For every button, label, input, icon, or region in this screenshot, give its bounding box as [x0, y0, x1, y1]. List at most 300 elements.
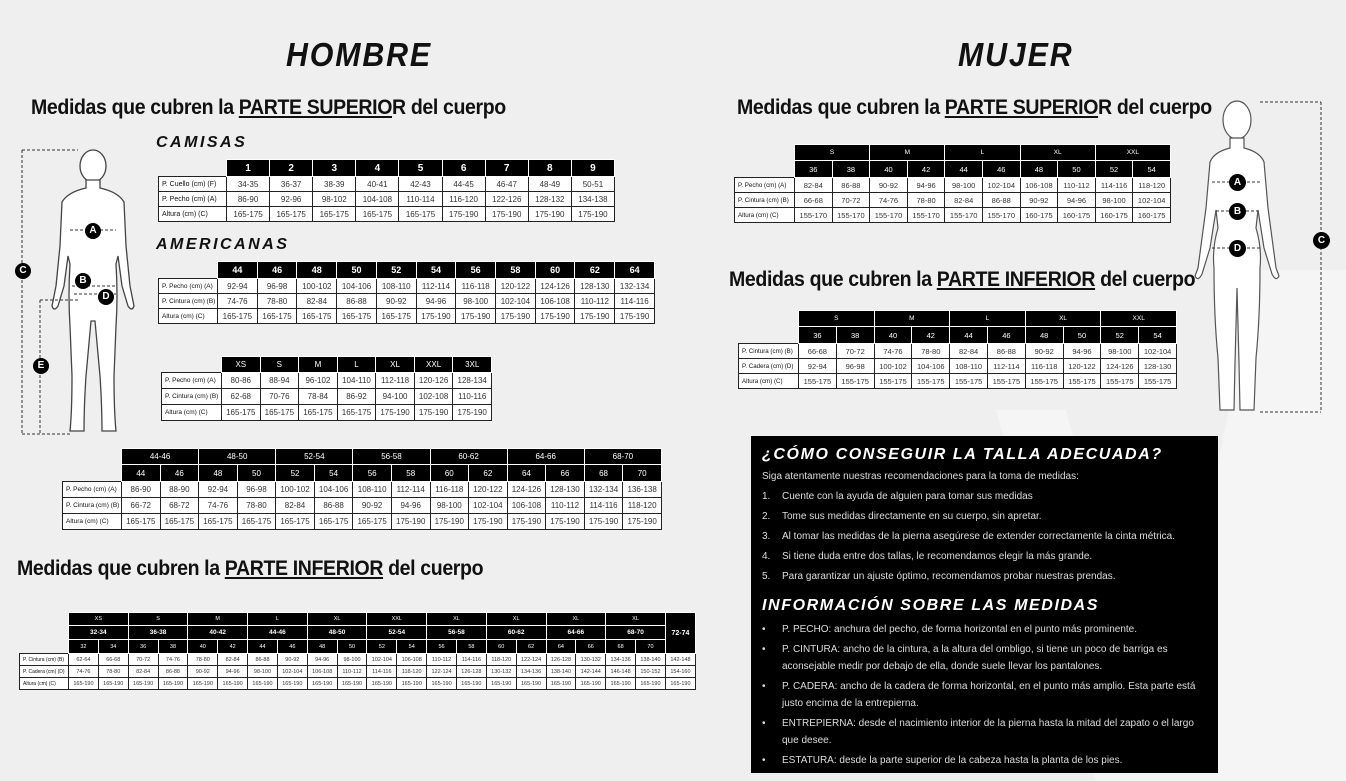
- guide-step: [762, 551, 1207, 562]
- cell: 165-190: [128, 678, 158, 690]
- group-header: 64-66: [546, 626, 606, 640]
- letras-table: [161, 356, 492, 421]
- cell: 155-175: [1139, 374, 1177, 389]
- group-header: XXL: [1101, 311, 1177, 327]
- col-header: 44: [248, 640, 278, 654]
- cell: 78-80: [907, 193, 945, 208]
- row-label: P. Cintura (cm) (B): [20, 654, 69, 666]
- cell: 96-98: [836, 359, 874, 374]
- size-letter-header: S: [128, 613, 188, 626]
- cell: 114-116: [456, 654, 486, 666]
- cell: 165-190: [397, 678, 427, 690]
- cell: 90-92: [277, 654, 307, 666]
- step-text: Si tiene duda entre dos tallas, le recomendamos elegir la más grande.: [782, 551, 1093, 562]
- cell: 102-104: [1133, 193, 1171, 208]
- bullet-icon: •: [762, 755, 766, 766]
- mujer-superior-heading: [737, 96, 1212, 120]
- cell: 165-175: [270, 207, 313, 222]
- cell: 165-175: [337, 405, 376, 421]
- group-header: XL: [1020, 145, 1095, 161]
- size-letter-header: XS: [69, 613, 129, 626]
- heading-text: del cuerpo: [383, 557, 484, 580]
- cell: 134-136: [606, 654, 636, 666]
- cell: 165-190: [158, 678, 188, 690]
- size-letter-header: XL: [307, 613, 367, 626]
- col-header: 38: [836, 327, 874, 344]
- col-header: 56: [427, 640, 457, 654]
- heading-underlined-text: PARTE INFERIOR: [936, 268, 1096, 291]
- cell: 175-190: [469, 514, 508, 530]
- cell: 36-37: [270, 177, 313, 192]
- size-letter-header: XXL: [367, 613, 427, 626]
- table-row: [735, 208, 1171, 223]
- col-header: XXL: [414, 357, 453, 373]
- cell: 155-175: [1063, 374, 1101, 389]
- cell: 165-175: [222, 405, 261, 421]
- cell: 155-175: [836, 374, 874, 389]
- cell: 98-100: [248, 666, 278, 678]
- cell: 38-39: [313, 177, 356, 192]
- info-text: ENTREPIERNA: desde el nacimiento interior de la pierna hasta la mitad del zapato o el largo que desee.: [782, 718, 1194, 746]
- cell: 82-84: [945, 193, 983, 208]
- cell: 110-112: [546, 498, 585, 514]
- cell: 175-190: [376, 405, 415, 421]
- cell: 70-76: [260, 389, 299, 405]
- cell: 90-92: [353, 498, 392, 514]
- cell: 100-102: [297, 279, 337, 294]
- americanas-table: [158, 261, 655, 324]
- col-header: 48: [1025, 327, 1063, 344]
- cell: 102-104: [469, 498, 508, 514]
- info-text: P. CINTURA: ancho de la cintura, a la altura del ombligo, si tiene un poco de barriga es aconsejable medir por debajo de ella, donde suele llevar los pantalones.: [782, 644, 1168, 672]
- cell: 160-175: [1058, 208, 1096, 223]
- col-header: 8: [528, 160, 571, 177]
- col-header: 64: [507, 465, 546, 482]
- table-row: [20, 654, 696, 666]
- cell: 155-175: [874, 374, 912, 389]
- cell: 90-92: [1020, 193, 1058, 208]
- col-header: 66: [576, 640, 606, 654]
- cell: 120-122: [469, 482, 508, 498]
- cell: 74-76: [874, 344, 912, 359]
- col-header: 44: [945, 161, 983, 178]
- col-header: XS: [222, 357, 261, 373]
- col-header: 64: [546, 640, 576, 654]
- marker-d-icon: D: [1229, 240, 1246, 257]
- cell: 78-80: [237, 498, 276, 514]
- table-row: [63, 514, 662, 530]
- row-label: P. Cadera (cm) (D): [20, 666, 69, 678]
- marker-b-icon: B: [1229, 203, 1246, 220]
- cell: 165-190: [98, 678, 128, 690]
- col-header: 44: [122, 465, 161, 482]
- col-header: 48: [307, 640, 337, 654]
- cell: 94-96: [218, 666, 248, 678]
- group-header: 72-74: [665, 613, 695, 654]
- table-row: [735, 178, 1171, 193]
- cell: 160-175: [1133, 208, 1171, 223]
- group-header: 44-46: [248, 626, 308, 640]
- cell: 102-104: [367, 654, 397, 666]
- cell: 175-190: [430, 514, 469, 530]
- table-row: [162, 389, 492, 405]
- cell: 86-90: [227, 192, 270, 207]
- cell: 165-190: [188, 678, 218, 690]
- col-header: 38: [832, 161, 870, 178]
- marker-d-icon: D: [98, 289, 114, 305]
- table-row: [20, 666, 696, 678]
- cell: 80-86: [222, 373, 261, 389]
- cell: 175-190: [575, 309, 615, 324]
- cell: 155-170: [832, 208, 870, 223]
- size-letter-header: L: [248, 613, 308, 626]
- row-label: Altura (cm) (C): [63, 514, 122, 530]
- cell: 138-140: [636, 654, 666, 666]
- info-title: INFORMACIÓN SOBRE LAS MEDIDAS: [762, 597, 1100, 614]
- cell: 120-122: [1063, 359, 1101, 374]
- cell: 132-134: [615, 279, 655, 294]
- cell: 175-190: [507, 514, 546, 530]
- table-row: [739, 344, 1177, 359]
- cell: 42-43: [399, 177, 442, 192]
- col-header: 38: [158, 640, 188, 654]
- cell: 94-100: [376, 389, 415, 405]
- guide-intro: Siga atentamente nuestras recomendaciones para la toma de medidas:: [762, 471, 1079, 482]
- cell: 96-98: [257, 279, 297, 294]
- cell: 108-110: [376, 279, 416, 294]
- row-label: Altura (cm) (C): [162, 405, 222, 421]
- cell: 104-110: [337, 373, 376, 389]
- cell: 116-118: [430, 482, 469, 498]
- col-header: 3: [313, 160, 356, 177]
- cell: 74-76: [158, 654, 188, 666]
- group-header: 64-66: [507, 449, 584, 465]
- cell: 102-104: [982, 178, 1020, 193]
- cell: 165-175: [237, 514, 276, 530]
- cell: 155-170: [982, 208, 1020, 223]
- cell: 86-88: [987, 344, 1025, 359]
- cell: 154-160: [665, 666, 695, 678]
- table-row: [739, 374, 1177, 389]
- cell: 175-190: [623, 514, 662, 530]
- row-label: Altura (cm) (C): [735, 208, 795, 223]
- cell: 116-118: [456, 279, 496, 294]
- step-text: Tome sus medidas directamente en su cuerpo, sin apretar.: [782, 511, 1042, 522]
- size-letter-header: XL: [546, 613, 606, 626]
- cell: 120-122: [496, 279, 536, 294]
- col-header: 50: [337, 262, 377, 279]
- group-header: 60-62: [486, 626, 546, 640]
- cell: 128-130: [575, 279, 615, 294]
- cell: 146-148: [606, 666, 636, 678]
- americanas-label: AMERICANAS: [156, 236, 290, 253]
- marker-b-icon: B: [75, 273, 91, 289]
- cell: 165-190: [665, 678, 695, 690]
- size-letter-header: XL: [606, 613, 666, 626]
- col-header: 60: [486, 640, 516, 654]
- cell: 110-114: [399, 192, 442, 207]
- col-header: 48: [199, 465, 238, 482]
- cell: 175-190: [584, 514, 623, 530]
- cell: 118-120: [1133, 178, 1171, 193]
- grande-table: [62, 448, 662, 530]
- col-header: XL: [376, 357, 415, 373]
- cell: 165-190: [486, 678, 516, 690]
- cell: 86-88: [248, 654, 278, 666]
- col-header: 44: [950, 327, 988, 344]
- cell: 165-190: [636, 678, 666, 690]
- group-header: 56-58: [427, 626, 487, 640]
- row-label: Altura (cm) (C): [739, 374, 799, 389]
- cell: 165-175: [260, 405, 299, 421]
- cell: 86-90: [122, 482, 161, 498]
- col-header: 50: [1058, 161, 1096, 178]
- cell: 92-94: [799, 359, 837, 374]
- cell: 106-108: [507, 498, 546, 514]
- col-header: 50: [1063, 327, 1101, 344]
- group-header: XXL: [1095, 145, 1170, 161]
- step-number: 4.: [762, 551, 771, 562]
- cell: 165-175: [356, 207, 399, 222]
- table-row: [159, 192, 615, 207]
- table-row: [20, 678, 696, 690]
- step-text: Para garantizar un ajuste óptimo, recomendamos probar nuestras prendas.: [782, 571, 1116, 582]
- heading-text: Medidas que cubren la: [31, 96, 239, 119]
- cell: 110-112: [575, 294, 615, 309]
- guide-title: ¿CÓMO CONSEGUIR LA TALLA ADECUADA?: [762, 446, 1163, 463]
- cell: 112-114: [416, 279, 456, 294]
- col-header: 56: [456, 262, 496, 279]
- cell: 124-126: [535, 279, 575, 294]
- col-header: 48: [297, 262, 337, 279]
- col-header: 4: [356, 160, 399, 177]
- cell: 165-190: [456, 678, 486, 690]
- col-header: 56: [353, 465, 392, 482]
- cell: 165-175: [353, 514, 392, 530]
- col-header: 62: [575, 262, 615, 279]
- cell: 118-120: [623, 498, 662, 514]
- marker-c-icon: C: [1313, 232, 1330, 249]
- step-number: 1.: [762, 491, 771, 502]
- col-header: 66: [546, 465, 585, 482]
- info-text: P. CADERA: ancho de la cadera de forma horizontal, en el punto más amplio. Esta parte está justo encima de la entrepierna.: [782, 681, 1196, 709]
- col-header: 46: [257, 262, 297, 279]
- cell: 142-144: [576, 666, 606, 678]
- cell: 155-170: [795, 208, 833, 223]
- cell: 175-190: [528, 207, 571, 222]
- table-row: [162, 373, 492, 389]
- cell: 94-96: [307, 654, 337, 666]
- cell: 90-92: [870, 178, 908, 193]
- marker-a-icon: A: [1229, 174, 1246, 191]
- cell: 106-108: [397, 654, 427, 666]
- cell: 78-80: [257, 294, 297, 309]
- cell: 102-104: [277, 666, 307, 678]
- guide-steps: [762, 491, 1207, 582]
- cell: 98-100: [337, 654, 367, 666]
- cell: 110-112: [337, 666, 367, 678]
- heading-underlined-text: PARTE INFERIOR: [224, 557, 384, 580]
- cell: 78-80: [912, 344, 950, 359]
- cell: 74-76: [199, 498, 238, 514]
- cell: 116-120: [442, 192, 485, 207]
- cell: 86-88: [832, 178, 870, 193]
- col-header: 52: [1095, 161, 1133, 178]
- col-header: 46: [160, 465, 199, 482]
- col-header: 54: [397, 640, 427, 654]
- table-row: [63, 498, 662, 514]
- size-letter-header: XL: [427, 613, 487, 626]
- col-header: 42: [907, 161, 945, 178]
- cell: 104-106: [912, 359, 950, 374]
- cell: 104-108: [356, 192, 399, 207]
- cell: 110-112: [427, 654, 457, 666]
- step-number: 3.: [762, 531, 771, 542]
- table-row: [63, 482, 662, 498]
- cell: 94-96: [907, 178, 945, 193]
- col-header: 48: [1020, 161, 1058, 178]
- cell: 118-120: [397, 666, 427, 678]
- col-header: 42: [912, 327, 950, 344]
- cell: 160-175: [1095, 208, 1133, 223]
- cell: 165-175: [257, 309, 297, 324]
- cell: 165-190: [248, 678, 278, 690]
- cell: 106-108: [535, 294, 575, 309]
- info-item: [762, 641, 1207, 675]
- cell: 165-190: [337, 678, 367, 690]
- row-label: P. Pecho (cm) (A): [162, 373, 222, 389]
- group-header: S: [799, 311, 875, 327]
- cell: 175-190: [442, 207, 485, 222]
- cell: 165-190: [576, 678, 606, 690]
- step-text: Al tomar las medidas de la pierna asegúrese de extender correctamente la cinta métrica.: [782, 531, 1175, 542]
- cell: 175-190: [391, 514, 430, 530]
- cell: 74-76: [218, 294, 258, 309]
- row-label: P. Cintura (cm) (B): [63, 498, 122, 514]
- cell: 62-68: [222, 389, 261, 405]
- cell: 106-108: [1020, 178, 1058, 193]
- col-header: 60: [535, 262, 575, 279]
- cell: 165-175: [276, 514, 315, 530]
- cell: 104-106: [337, 279, 377, 294]
- cell: 48-49: [528, 177, 571, 192]
- cell: 165-175: [337, 309, 377, 324]
- cell: 165-190: [427, 678, 457, 690]
- cell: 165-175: [399, 207, 442, 222]
- cell: 70-72: [832, 193, 870, 208]
- cell: 128-134: [453, 373, 492, 389]
- row-label: Altura (cm) (C): [159, 207, 227, 222]
- cell: 86-88: [314, 498, 353, 514]
- cell: 165-190: [606, 678, 636, 690]
- col-header: 58: [496, 262, 536, 279]
- cell: 165-190: [367, 678, 397, 690]
- heading-text: Medidas que cubren la: [729, 268, 937, 291]
- cell: 124-126: [507, 482, 546, 498]
- row-label: Altura (cm) (C): [20, 678, 69, 690]
- cell: 160-175: [1020, 208, 1058, 223]
- cell: 155-170: [907, 208, 945, 223]
- cell: 175-190: [535, 309, 575, 324]
- col-header: 54: [1139, 327, 1177, 344]
- group-header: 52-54: [276, 449, 353, 465]
- cell: 136-138: [623, 482, 662, 498]
- group-header: 60-62: [430, 449, 507, 465]
- cell: 165-175: [299, 405, 338, 421]
- cell: 94-96: [416, 294, 456, 309]
- heading-text: Medidas que cubren la: [737, 96, 945, 119]
- cell: 165-175: [314, 514, 353, 530]
- hombre-inferior-table: [19, 612, 696, 690]
- cell: 165-190: [516, 678, 546, 690]
- cell: 102-104: [1139, 344, 1177, 359]
- col-header: S: [260, 357, 299, 373]
- col-header: 50: [237, 465, 276, 482]
- info-list: [762, 621, 1207, 769]
- col-header: 68: [606, 640, 636, 654]
- col-header: 54: [314, 465, 353, 482]
- marker-a-icon: A: [85, 223, 101, 239]
- cell: 68-72: [160, 498, 199, 514]
- cell: 122-124: [516, 654, 546, 666]
- cell: 92-96: [270, 192, 313, 207]
- cell: 134-138: [571, 192, 614, 207]
- col-header: 54: [416, 262, 456, 279]
- guide-step: [762, 491, 1207, 502]
- hombre-title: HOMBRE: [286, 36, 432, 73]
- marker-e-icon: E: [33, 358, 49, 374]
- step-number: 2.: [762, 511, 771, 522]
- cell: 88-94: [260, 373, 299, 389]
- cell: 98-100: [430, 498, 469, 514]
- group-header: 40-42: [188, 626, 248, 640]
- cell: 82-84: [950, 344, 988, 359]
- cell: 165-190: [307, 678, 337, 690]
- cell: 102-108: [414, 389, 453, 405]
- cell: 62-64: [69, 654, 99, 666]
- info-item: [762, 678, 1207, 712]
- size-letter-header: M: [188, 613, 248, 626]
- table-row: [735, 193, 1171, 208]
- row-label: P. Cintura (cm) (B): [159, 294, 218, 309]
- col-header: 60: [430, 465, 469, 482]
- info-text: P. PECHO: anchura del pecho, de forma horizontal en el punto más prominente.: [782, 624, 1138, 635]
- cell: 155-175: [912, 374, 950, 389]
- cell: 78-80: [98, 666, 128, 678]
- cell: 126-128: [546, 654, 576, 666]
- cell: 94-96: [1058, 193, 1096, 208]
- cell: 118-120: [486, 654, 516, 666]
- col-header: 40: [870, 161, 908, 178]
- col-header: 52: [367, 640, 397, 654]
- cell: 112-114: [987, 359, 1025, 374]
- cell: 96-102: [299, 373, 338, 389]
- cell: 108-110: [353, 482, 392, 498]
- guide-step: [762, 531, 1207, 542]
- step-text: Cuente con la ayuda de alguien para tomar sus medidas: [782, 491, 1033, 502]
- cell: 50-51: [571, 177, 614, 192]
- cell: 108-110: [950, 359, 988, 374]
- female-body-figure: [1190, 98, 1330, 416]
- cell: 122-124: [427, 666, 457, 678]
- row-label: Altura (cm) (C): [159, 309, 218, 324]
- cell: 155-170: [870, 208, 908, 223]
- cell: 142-148: [665, 654, 695, 666]
- info-text: ESTATURA: desde la parte superior de la cabeza hasta la planta de los pies.: [782, 755, 1123, 766]
- col-header: 52: [376, 262, 416, 279]
- cell: 82-84: [795, 178, 833, 193]
- cell: 82-84: [276, 498, 315, 514]
